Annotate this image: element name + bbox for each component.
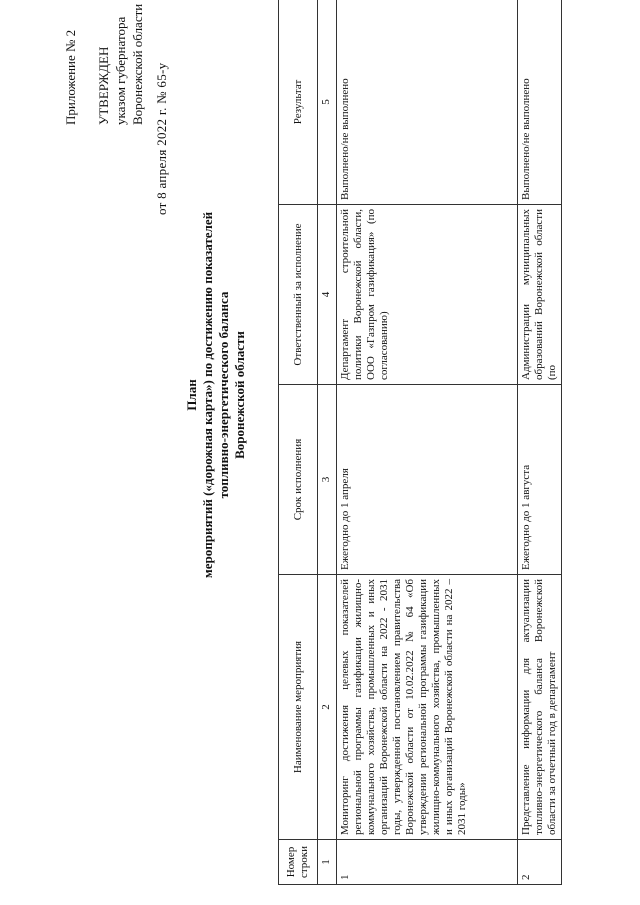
plan-title: [184, 135, 248, 655]
col-number: 2: [318, 575, 337, 840]
col-header-number: Номер строки: [279, 840, 318, 885]
row-deadline: Ежегодно до 1 августа: [518, 385, 562, 575]
row-result: Выполнено/не выполнено: [518, 0, 562, 205]
col-number: 1: [318, 840, 337, 885]
row-name: Представление информации для актуализации топливно-энергетического баланса Воронежской области за отчетный год в департамент: [518, 575, 562, 840]
table-header-row: [279, 0, 318, 885]
table-row: [518, 0, 562, 885]
row-responsible: Департамент строительной политики Воронежской области, ООО «Газпром газификация» (по согласованию): [337, 205, 518, 385]
decree-line-1: указом губернатора: [113, 16, 128, 125]
row-deadline: Ежегодно до 1 апреля: [337, 385, 518, 575]
plan-table: [278, 0, 562, 885]
table-row: [337, 0, 518, 885]
row-number: 1: [337, 840, 518, 885]
decree-date: от 8 апреля 2022 г. № 65-у: [154, 62, 169, 215]
col-number: 3: [318, 385, 337, 575]
title-line-1: План: [184, 379, 199, 411]
col-header-name: Наименование мероприятия: [279, 575, 318, 840]
title-line-4: Воронежской области: [232, 331, 247, 459]
col-number: 5: [318, 0, 337, 205]
row-name: Мониторинг достижения целевых показателей региональной программы газификации жилищно-коммунального хозяйства, промышленных и иных организаций Воронежской области на 2022 - 2031 годы, утвержденной постановлением правительства Воронежской области от 10.02.2022 № 64 «Об утверждении региональной программы газификации жилищно-коммунального хозяйства, промышленных и иных организаций Воронежской области на 2022 – 2031 годы»: [337, 575, 518, 840]
row-responsible: Администрации муниципальных образований Воронежской области (по: [518, 205, 562, 385]
row-number: 2: [518, 840, 562, 885]
col-number: 4: [318, 205, 337, 385]
col-header-result: Результат: [279, 0, 318, 205]
column-numbers-row: [318, 0, 337, 885]
approval-block: [62, 0, 146, 125]
row-result: Выполнено/не выполнено: [337, 0, 518, 205]
col-header-responsible: Ответственный за исполнение: [279, 205, 318, 385]
appendix-number: Приложение № 2: [63, 29, 78, 125]
title-line-2: мероприятий («дорожная карта») по достижению показателей: [200, 211, 215, 579]
title-line-3: топливно-энергетического баланса: [216, 291, 231, 499]
decree-line-2: Воронежской области: [130, 3, 145, 125]
col-header-deadline: Срок исполнения: [279, 385, 318, 575]
approved-label: УТВЕРЖДЕН: [96, 46, 111, 125]
